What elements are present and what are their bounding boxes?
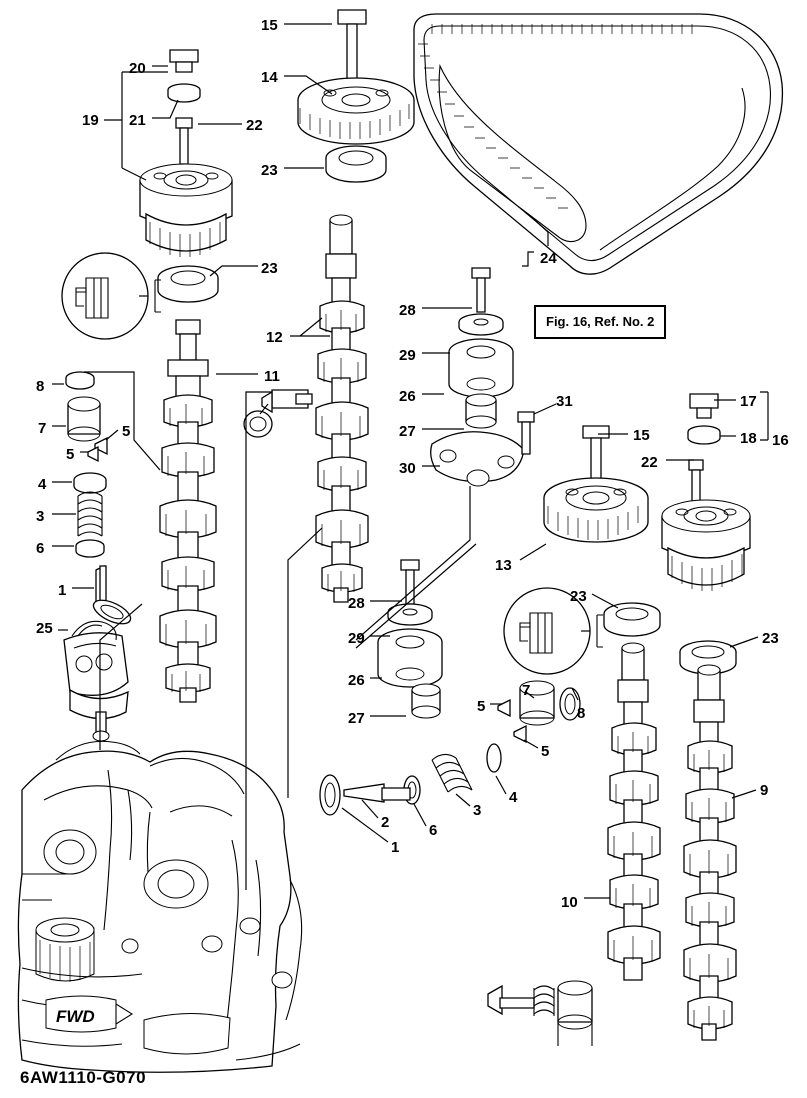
callout-8-right: 8 xyxy=(577,705,586,722)
timing-belt xyxy=(414,14,782,274)
callout-30: 30 xyxy=(399,460,416,477)
callout-5-left-lower: 5 xyxy=(66,446,75,463)
valve-assembly-bottom xyxy=(488,981,592,1046)
callout-27-upper: 27 xyxy=(399,423,416,440)
callout-29-lower: 29 xyxy=(348,630,365,647)
callout-26-lower: 26 xyxy=(348,672,365,689)
part-code: 6AW1110-G070 xyxy=(20,1068,147,1087)
camshaft-11 xyxy=(160,320,216,702)
belt-tensioner-25 xyxy=(64,621,128,741)
callout-15-right: 15 xyxy=(633,427,650,444)
callout-3-right: 3 xyxy=(473,802,482,819)
valve-parts-left xyxy=(66,372,134,629)
callout-2: 2 xyxy=(381,814,390,831)
callout-4-left: 4 xyxy=(38,476,47,493)
callout-17: 17 xyxy=(740,393,757,410)
callout-18: 18 xyxy=(740,430,757,447)
camshaft-12 xyxy=(316,215,368,602)
callout-19: 19 xyxy=(82,112,99,129)
callout-16: 16 xyxy=(772,432,789,449)
callout-24: 24 xyxy=(540,250,557,267)
callout-25: 25 xyxy=(36,620,53,637)
callout-23-left: 23 xyxy=(261,260,278,277)
callout-22-top: 22 xyxy=(246,117,263,134)
callout-23-far-right: 23 xyxy=(762,630,779,647)
callout-1-bottom: 1 xyxy=(391,839,400,856)
callout-15-top: 15 xyxy=(261,17,278,34)
camshaft-sprocket-16 xyxy=(662,394,750,674)
callout-5-right-lower: 5 xyxy=(541,743,550,760)
callout-14: 14 xyxy=(261,69,278,86)
callout-6-left: 6 xyxy=(36,540,45,557)
callout-3-left: 3 xyxy=(36,508,45,525)
callout-31: 31 xyxy=(556,393,573,410)
callout-22-right: 22 xyxy=(641,454,658,471)
camshaft-9 xyxy=(684,665,736,1040)
reference-box: Fig. 16, Ref. No. 2 xyxy=(534,305,666,339)
callout-12: 12 xyxy=(266,329,283,346)
camshaft-sprocket-19 xyxy=(140,50,232,302)
callout-23-right-center: 23 xyxy=(570,588,587,605)
callout-10: 10 xyxy=(561,894,578,911)
tensioner-assembly-lower xyxy=(378,560,442,718)
callout-26-upper: 26 xyxy=(399,388,416,405)
callout-29-upper: 29 xyxy=(399,347,416,364)
callout-23-top: 23 xyxy=(261,162,278,179)
callout-8-left: 8 xyxy=(36,378,45,395)
detail-circle-right xyxy=(504,588,603,674)
camshaft-sprocket-14 xyxy=(298,10,414,182)
callout-7-right: 7 xyxy=(522,682,531,699)
callout-6-right: 6 xyxy=(429,822,438,839)
callout-28-upper: 28 xyxy=(399,302,416,319)
chain-tensioner-small xyxy=(244,390,312,437)
callout-4-right: 4 xyxy=(509,789,518,806)
callout-5-left-upper: 5 xyxy=(122,423,131,440)
callout-7-left: 7 xyxy=(38,420,47,437)
callout-21: 21 xyxy=(129,112,146,129)
callout-20: 20 xyxy=(129,60,146,77)
callout-13: 13 xyxy=(495,557,512,574)
detail-circle-left xyxy=(62,253,161,339)
callout-27-lower: 27 xyxy=(348,710,365,727)
fwd-direction-badge: FWD xyxy=(56,1007,95,1026)
camshaft-10 xyxy=(608,643,660,980)
callout-1-left: 1 xyxy=(58,582,67,599)
callout-11: 11 xyxy=(264,368,280,385)
callout-28-lower: 28 xyxy=(348,595,365,612)
callout-9: 9 xyxy=(760,782,769,799)
tensioner-assembly-upper xyxy=(431,268,534,486)
callout-5-right-upper: 5 xyxy=(477,698,486,715)
